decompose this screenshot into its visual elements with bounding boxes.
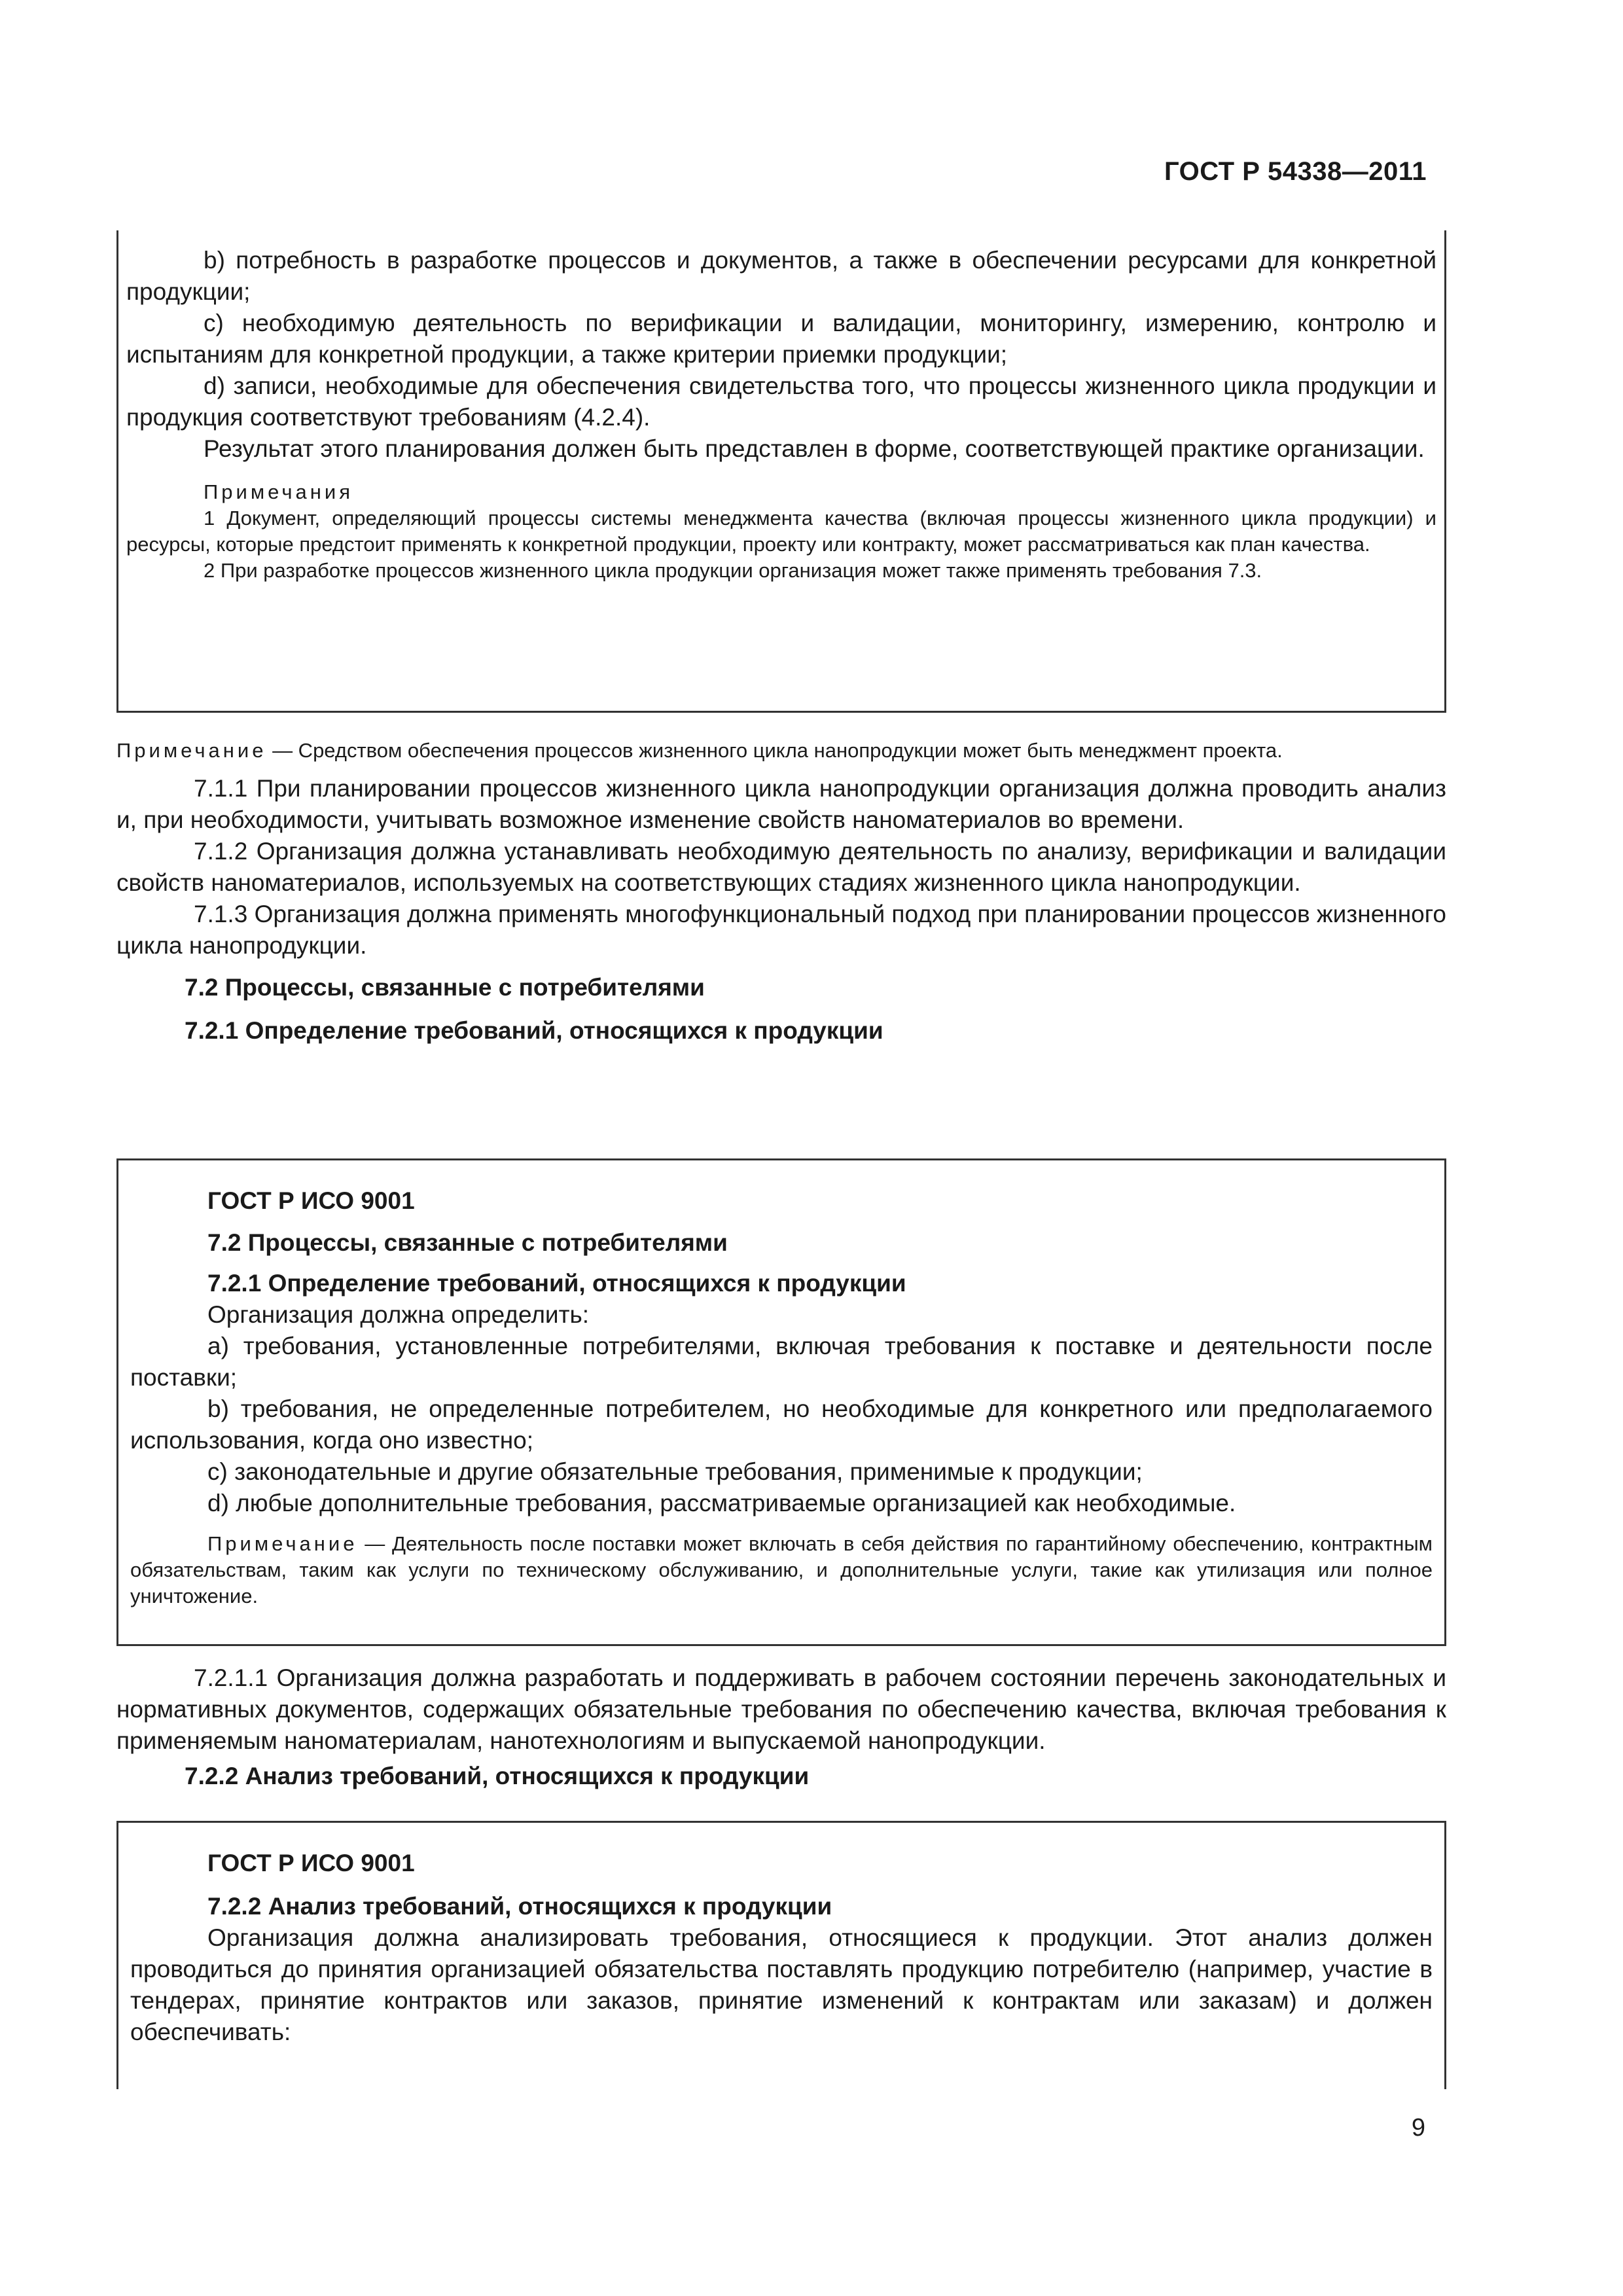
box-heading-7-2: 7.2 Процессы, связанные с потребителями	[207, 1229, 728, 1256]
standard-header: ГОСТ Р 54338—2011	[1164, 157, 1427, 186]
quoted-standard-box-1	[116, 230, 1446, 713]
paragraph-7-1-1: 7.1.1 При планировании процессов жизненного цикла нанопродукции организация должна проводить анализ и, при необходимости, учитывать возможное изменение свойств наноматериалов во времени.	[116, 775, 1446, 833]
box-note	[130, 1531, 1433, 1609]
body-section-7-1	[116, 738, 1446, 1047]
note-text: — Средством обеспечения процессов жизненного цикла нанопродукции может быть менеджмент проекта.	[272, 739, 1283, 762]
quoted-standard-box-2	[116, 1158, 1446, 1646]
box-note-text: — Деятельность после поставки может включать в себя действия по гарантийному обеспечению, контрактным обязательствам, таким как услуги по техническому обслуживанию, и дополнительные услуги, такие как утилизация или полное уничтожение.	[130, 1532, 1433, 1607]
box3-title-gost-iso: ГОСТ Р ИСО 9001	[207, 1850, 415, 1876]
box3-heading-7-2-2: 7.2.2 Анализ требований, относящихся к продукции	[207, 1893, 832, 1920]
box-item-d: d) любые дополнительные требования, рассматриваемые организацией как необходимые.	[207, 1490, 1236, 1516]
box3-paragraph: Организация должна анализировать требования, относящиеся к продукции. Этот анализ должен проводиться до принятия организацией обязательства поставлять продукцию потребителю (например, участие в тендерах, принятие контрактов или заказов, принятие изменений к контрактам или заказам) и должен обеспечивать:	[130, 1924, 1433, 2045]
project-management-note	[116, 738, 1446, 764]
box-intro: Организация должна определить:	[207, 1301, 590, 1328]
planning-result-paragraph: Результат этого планирования должен быть представлен в форме, соответствующей практике организации.	[204, 435, 1425, 462]
notes-heading: Примечания	[204, 480, 353, 503]
box-item-c: c) законодательные и другие обязательные требования, применимые к продукции;	[207, 1458, 1143, 1485]
body-section-7-2-1-1	[116, 1662, 1446, 1792]
box-item-a: a) требования, установленные потребителями, включая требования к поставке и деятельности после поставки;	[130, 1333, 1433, 1391]
note-label: Примечание	[116, 739, 267, 762]
heading-7-2-1: 7.2.1 Определение требований, относящихся к продукции	[185, 1017, 883, 1044]
paragraph-7-1-3: 7.1.3 Организация должна применять многофункциональный подход при планировании процессов жизненного цикла нанопродукции.	[116, 901, 1446, 959]
quoted-standard-box-3	[116, 1821, 1446, 2089]
paragraph-7-2-1-1: 7.2.1.1 Организация должна разработать и поддерживать в рабочем состоянии перечень законодательных и нормативных документов, содержащих обязательные требования по обеспечению качества, включая требования к применяемым наноматериалам, нанотехнологиям и выпускаемой нанопродукции.	[116, 1664, 1446, 1754]
list-item-c: c) необходимую деятельность по верификации и валидации, мониторингу, измерению, контролю и испытаниям для конкретной продукции, а также критерии приемки продукции;	[126, 310, 1436, 368]
note-2: 2 При разработке процессов жизненного цикла продукции организация может также применять требования 7.3.	[204, 559, 1262, 582]
list-item-d: d) записи, необходимые для обеспечения свидетельства того, что процессы жизненного цикла продукции и продукция соответствуют требованиям (4.2.4).	[126, 372, 1436, 431]
page-number: 9	[1411, 2114, 1425, 2142]
note-1: 1 Документ, определяющий процессы системы менеджмента качества (включая процессы жизненного цикла продукции) и ресурсы, которые предстоит применять к конкретной продукции, проекту или контракту, может рассматриваться как план качества.	[126, 507, 1436, 556]
box-item-b: b) требования, не определенные потребителем, но необходимые для конкретного или предполагаемого использования, когда оно известно;	[130, 1395, 1433, 1454]
box-note-label: Примечание	[207, 1532, 358, 1555]
paragraph-7-1-2: 7.1.2 Организация должна устанавливать необходимую деятельность по анализу, верификации и валидации свойств наноматериалов, используемых на соответствующих стадиях жизненного цикла нанопродукции.	[116, 838, 1446, 896]
box-title-gost-iso: ГОСТ Р ИСО 9001	[207, 1187, 415, 1214]
heading-7-2-2: 7.2.2 Анализ требований, относящихся к продукции	[185, 1763, 810, 1789]
box-heading-7-2-1: 7.2.1 Определение требований, относящихся к продукции	[207, 1270, 906, 1297]
list-item-b: b) потребность в разработке процессов и документов, а также в обеспечении ресурсами для конкретной продукции;	[126, 247, 1436, 305]
heading-7-2: 7.2 Процессы, связанные с потребителями	[185, 974, 705, 1001]
